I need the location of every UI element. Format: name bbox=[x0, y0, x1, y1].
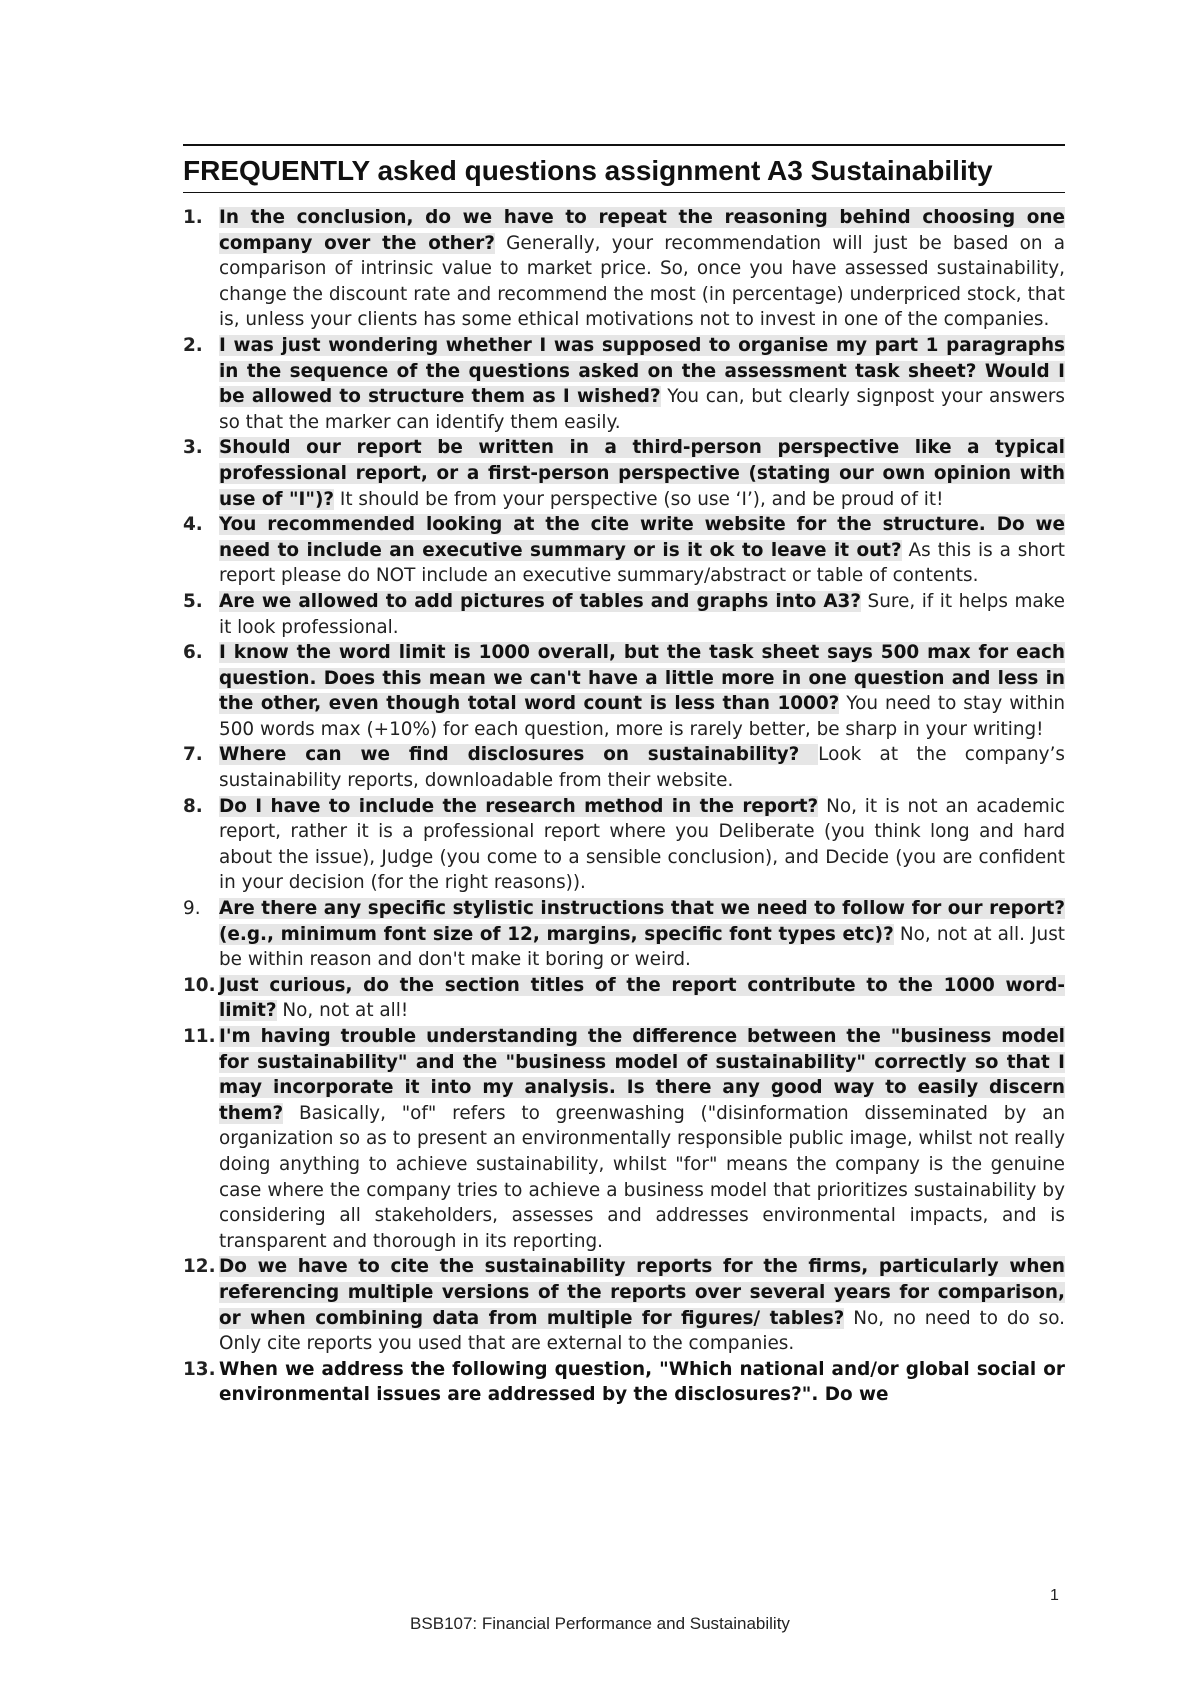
list-item bbox=[183, 1357, 1065, 1408]
list-item bbox=[183, 1024, 1065, 1254]
question-text: Are there any specific stylistic instructions that we need to follow for our report? (e.g., minimum font size of 12, margins, specific font types etc)? bbox=[219, 898, 1065, 945]
answer-text: It should be from your perspective (so use ‘I’), and be proud of it! bbox=[334, 488, 944, 510]
list-item bbox=[183, 205, 1065, 333]
answer-text-part: (you come to a sensible conclusion), and bbox=[433, 846, 826, 868]
question-text: Do we have to cite the sustainability reports for the firms, particularly when referencing multiple versions of the reports over several years for comparison, or when combining data from multiple for figures/ tables? bbox=[219, 1256, 1065, 1329]
question-text: Are we allowed to add pictures of tables and graphs into A3? bbox=[219, 590, 862, 612]
item-number: 2. bbox=[183, 334, 203, 356]
list-item bbox=[183, 1254, 1065, 1356]
underlined-term-judge: Judge bbox=[381, 846, 434, 868]
answer-text: As this is a short report please do NOT include an executive summary/abstract or table of contents. bbox=[219, 539, 1065, 587]
underlined-term-deliberate: Deliberate bbox=[718, 821, 815, 843]
page-footer: BSB107: Financial Performance and Sustainability bbox=[410, 1614, 790, 1633]
answer-text: Basically, "of" refers to greenwashing ("disinformation disseminated by an organization so as to present an environmentally responsible public image, whilst not really doing anything to achieve sustainability, whilst "for" means the company is the genuine case where the company tries to achieve a business model that prioritizes sustainability by considering all stakeholders, assesses and addresses environmental impacts, and is transparent and thorough in its reporting. bbox=[219, 1102, 1065, 1252]
list-item bbox=[183, 896, 1065, 973]
answer-text: No, not at all! bbox=[276, 1000, 409, 1022]
list-item bbox=[183, 512, 1065, 589]
answer-text: Sure, if it helps make it look professional. bbox=[219, 590, 1065, 638]
item-number: 4. bbox=[183, 514, 203, 536]
answer-text-part: (you are confident in your decision (for the right reasons)). bbox=[219, 846, 1066, 894]
question-text: You recommended looking at the cite write website for the structure. Do we need to include an executive summary or is it ok to leave it out? bbox=[219, 514, 1065, 561]
item-number: 7. bbox=[183, 744, 203, 766]
item-number: 12. bbox=[183, 1256, 216, 1278]
answer-text: You need to stay within 500 words max (+10%) for each question, more is rarely better, be sharp in your writing! bbox=[219, 693, 1065, 740]
page-number: 1 bbox=[1050, 1587, 1059, 1604]
item-number: 8. bbox=[183, 795, 203, 817]
answer-text: Generally, your recommendation will just be based on a comparison of intrinsic value to market price. So, once you have assessed sustainability, change the discount rate and recommend the most (in percentage) underpriced stock, that is, unless your clients has some ethical motivations not to invest in one of the companies. bbox=[219, 232, 1065, 331]
question-text: In the conclusion, do we have to repeat the reasoning behind choosing one company over the other? bbox=[219, 207, 1065, 254]
page-title: FREQUENTLY asked questions assignment A3 Sustainability bbox=[183, 155, 993, 186]
question-text: Where can we find disclosures on sustainability? bbox=[219, 744, 819, 766]
title-block bbox=[183, 144, 1065, 193]
question-text: Just curious, do the section titles of the report contribute to the 1000 word-limit? bbox=[219, 974, 1065, 1022]
list-item bbox=[183, 794, 1065, 896]
item-number: 13. bbox=[183, 1358, 216, 1380]
question-text: Should our report be written in a third-person perspective like a typical professional report, or a first-person perspective (stating our own opinion with use of "I")? bbox=[219, 437, 1065, 510]
item-number: 1. bbox=[183, 207, 203, 228]
item-number: 3. bbox=[183, 437, 203, 459]
item-number: 11. bbox=[183, 1026, 216, 1047]
question-text: Do I have to include the research method in the report? bbox=[219, 795, 819, 817]
answer-text-part: No, it is not an academic report, rather it is a professional report where you bbox=[219, 795, 1065, 843]
list-item bbox=[183, 973, 1065, 1024]
item-number: 9. bbox=[183, 898, 201, 920]
answer-text-part: (you think long and hard about the issue), bbox=[219, 821, 1066, 868]
answer-text: No, no need to do so. Only cite reports you used that are external to the companies. bbox=[219, 1307, 1065, 1355]
item-number: 10. bbox=[183, 974, 216, 996]
item-number: 6. bbox=[183, 642, 203, 664]
question-text: I'm having trouble understanding the difference between the "business model for sustainability" and the "business model of sustainability" correctly so that I may incorporate it into my analysis. Is there any good way to easily discern them? bbox=[219, 1026, 1065, 1124]
faq-list bbox=[183, 205, 1065, 1408]
question-text: I was just wondering whether I was supposed to organise my part 1 paragraphs in the sequence of the questions asked on the assessment task sheet? Would I be allowed to structure them as I wished? bbox=[219, 334, 1065, 408]
list-item bbox=[183, 333, 1065, 435]
list-item bbox=[183, 640, 1065, 742]
answer-text: You can, but clearly signpost your answers so that the marker can identify them easily. bbox=[219, 386, 1065, 433]
question-text: When we address the following question, "Which national and/or global social or environmental issues are addressed by the disclosures?". Do we bbox=[219, 1358, 1065, 1406]
list-item bbox=[183, 742, 1065, 793]
answer-text: No, not at all. Just be within reason and don't make it boring or weird. bbox=[219, 923, 1065, 971]
answer-text: Look at the company’s sustainability reports, downloadable from their website. bbox=[219, 744, 1065, 792]
question-text: I know the word limit is 1000 overall, but the task sheet says 500 max for each question. Does this mean we can't have a little more in one question and less in the other, even though total word count is less than 1000? bbox=[219, 642, 1065, 715]
underlined-term-decide: Decide bbox=[825, 846, 896, 868]
list-item bbox=[183, 589, 1065, 640]
item-number: 5. bbox=[183, 590, 203, 612]
list-item bbox=[183, 435, 1065, 512]
